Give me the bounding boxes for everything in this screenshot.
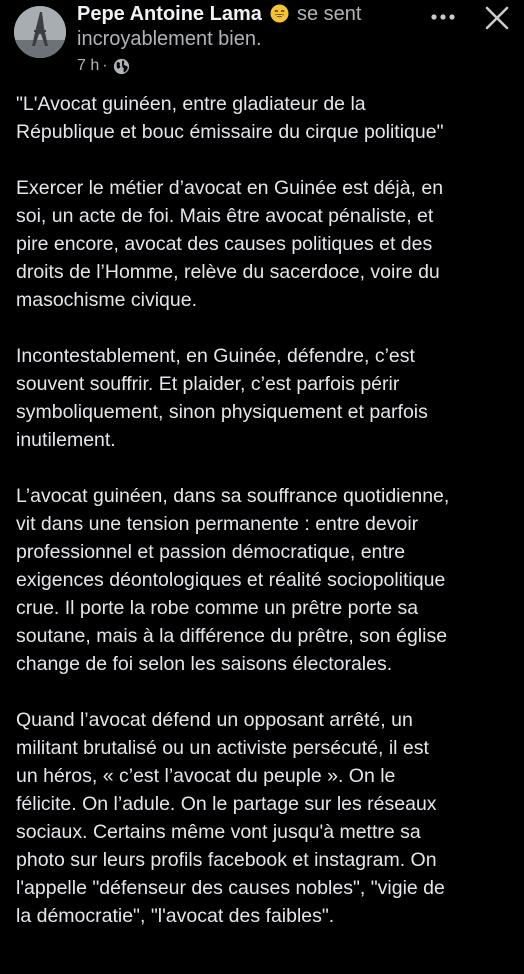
post-paragraph: Incontestablement, en Guinée, défendre, c’est souvent souffrir. Et plaider, c’est parfois périr symboliquement, sinon physiquement et parfois inutilement. xyxy=(16,345,428,451)
avatar[interactable] xyxy=(14,6,66,58)
post-meta xyxy=(77,57,130,75)
meta-separator: · xyxy=(102,57,108,74)
post-author-line xyxy=(77,2,417,52)
feeling-text: se sent incroyablement bien. xyxy=(77,3,362,50)
post-body xyxy=(16,90,516,958)
smiling-emoji-icon xyxy=(270,4,289,23)
post-paragraph: Quand l’avocat défend un opposant arrêté, un militant brutalisé ou un activiste persécuté, il est un héros, « c’est l’avocat du peuple ». On le félicite. On l’adule. On le partage sur les réseaux sociaux. Certains même vont jusqu'à mettre sa photo sur leurs profils facebook et instagram. On l'appelle "défenseur des causes nobles", "vigie de la démocratie", "l'avocat des faibles". xyxy=(16,709,445,927)
post-paragraph: L’avocat guinéen, dans sa souffrance quotidienne, vit dans une tension permanente : entre devoir professionnel et passion démocratique, entre exigences déontologiques et réalité sociopolitique crue. Il porte la robe comme un prêtre porte sa soutane, mais à la différence du prêtre, son église change de foi selon les saisons électorales. xyxy=(16,485,450,675)
post-paragraph: Exercer le métier d’avocat en Guinée est déjà, en soi, un acte de foi. Mais être avocat pénaliste, et pire encore, avocat des causes politiques et des droits de l’Homme, relève du sacerdoce, voire du masochisme civique. xyxy=(16,177,444,311)
post-paragraph-title: "L'Avocat guinéen, entre gladiateur de la République et bouc émissaire du cirque politique" xyxy=(16,93,444,143)
author-name[interactable]: Pepe Antoine Lama xyxy=(77,3,262,25)
globe-icon[interactable] xyxy=(113,58,130,75)
close-icon[interactable] xyxy=(483,4,511,32)
avatar-eiffel-tower-image xyxy=(14,6,66,58)
more-horizontal-icon[interactable] xyxy=(428,8,458,26)
post-header xyxy=(0,0,524,84)
post-time[interactable]: 7 h xyxy=(77,57,100,74)
